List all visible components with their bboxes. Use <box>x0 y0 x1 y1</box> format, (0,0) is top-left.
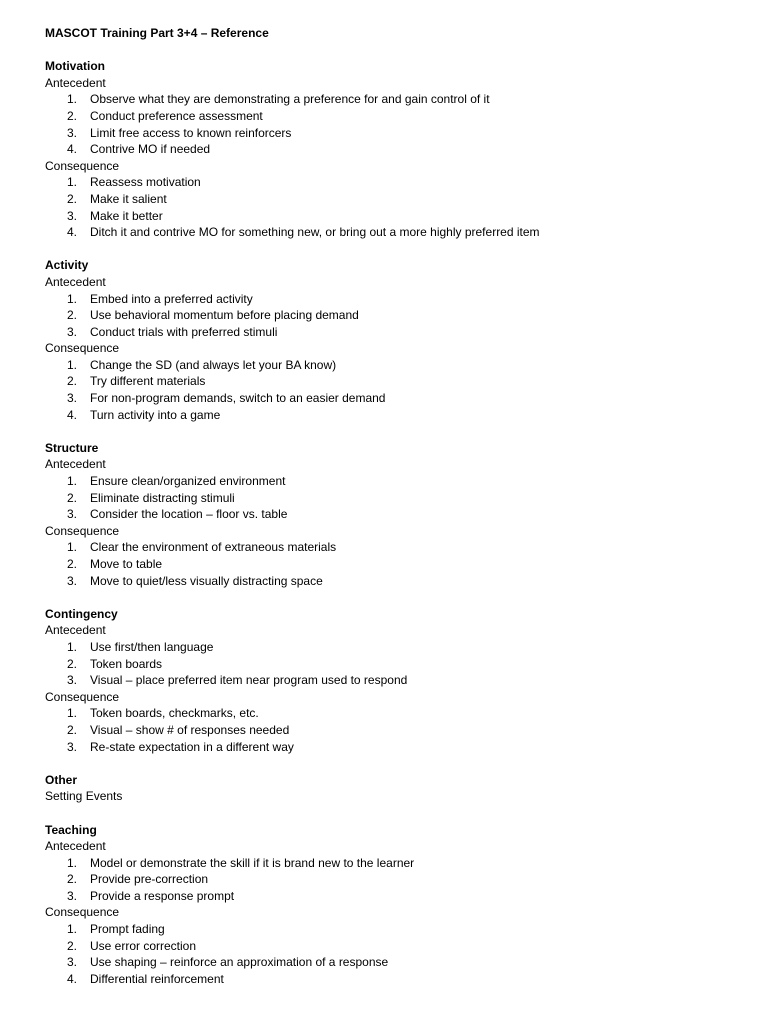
section-contingency <box>45 606 745 755</box>
list-number: 4. <box>67 142 78 157</box>
list-item <box>45 672 745 689</box>
section-activity <box>45 257 745 423</box>
list-item-text: Conduct preference assessment <box>90 108 263 123</box>
list-item-text: Move to quiet/less visually distracting space <box>90 573 323 588</box>
list-item <box>45 971 745 988</box>
list-number: 3. <box>67 573 78 588</box>
numbered-list <box>45 855 745 905</box>
group-label: Antecedent <box>45 274 106 289</box>
sections-container <box>45 58 745 987</box>
list-item-text: Observe what they are demonstrating a preference for and gain control of it <box>90 92 490 107</box>
list-item <box>45 373 745 390</box>
document-title: MASCOT Training Part 3+4 – Reference <box>45 26 269 40</box>
list-number: 1. <box>67 474 78 489</box>
list-item <box>45 174 745 191</box>
group-label: Antecedent <box>45 75 106 90</box>
list-item-text: Model or demonstrate the skill if it is brand new to the learner <box>90 855 415 870</box>
list-item <box>45 357 745 374</box>
group-label: Consequence <box>45 523 120 538</box>
group-label: Consequence <box>45 341 120 356</box>
section-other <box>45 772 745 805</box>
section-heading: Contingency <box>45 606 118 621</box>
list-item-text: Eliminate distracting stimuli <box>90 490 235 505</box>
list-item <box>45 291 745 308</box>
numbered-list <box>45 91 745 157</box>
numbered-list <box>45 705 745 755</box>
group-label: Antecedent <box>45 623 106 638</box>
list-item <box>45 224 745 241</box>
list-number: 2. <box>67 656 78 671</box>
list-number: 2. <box>67 374 78 389</box>
list-number: 3. <box>67 673 78 688</box>
list-number: 2. <box>67 938 78 953</box>
numbered-list <box>45 473 745 523</box>
numbered-list <box>45 291 745 341</box>
list-item <box>45 855 745 872</box>
list-item-text: Embed into a preferred activity <box>90 291 253 306</box>
list-number: 1. <box>67 540 78 555</box>
list-item <box>45 91 745 108</box>
list-item-text: Use behavioral momentum before placing demand <box>90 308 359 323</box>
numbered-list <box>45 921 745 987</box>
list-number: 1. <box>67 639 78 654</box>
numbered-list <box>45 357 745 423</box>
list-item-text: Use first/then language <box>90 639 214 654</box>
list-item <box>45 871 745 888</box>
list-item <box>45 656 745 673</box>
list-item <box>45 556 745 573</box>
list-item-text: Differential reinforcement <box>90 971 224 986</box>
list-item-text: Limit free access to known reinforcers <box>90 125 292 140</box>
list-item-text: Conduct trials with preferred stimuli <box>90 324 278 339</box>
list-number: 2. <box>67 191 78 206</box>
list-item <box>45 125 745 142</box>
list-item-text: Provide pre-correction <box>90 872 209 887</box>
list-number: 2. <box>67 872 78 887</box>
list-item <box>45 490 745 507</box>
list-number: 3. <box>67 391 78 406</box>
list-item-text: Make it better <box>90 208 163 223</box>
list-number: 3. <box>67 208 78 223</box>
list-number: 1. <box>67 92 78 107</box>
section-heading: Teaching <box>45 822 97 837</box>
list-number: 1. <box>67 175 78 190</box>
list-item <box>45 705 745 722</box>
numbered-list <box>45 539 745 589</box>
section-motivation <box>45 58 745 241</box>
list-item-text: Make it salient <box>90 191 167 206</box>
list-number: 4. <box>67 225 78 240</box>
list-item <box>45 141 745 158</box>
section-heading: Structure <box>45 440 99 455</box>
list-number: 1. <box>67 855 78 870</box>
list-item <box>45 639 745 656</box>
section-heading: Other <box>45 772 78 787</box>
list-number: 2. <box>67 722 78 737</box>
numbered-list <box>45 639 745 689</box>
list-number: 2. <box>67 557 78 571</box>
list-number: 2. <box>67 308 78 323</box>
list-number: 1. <box>67 706 78 721</box>
list-item <box>45 108 745 125</box>
list-item <box>45 539 745 556</box>
list-item <box>45 888 745 905</box>
list-item <box>45 390 745 407</box>
list-item <box>45 506 745 523</box>
list-item <box>45 921 745 938</box>
section-heading: Motivation <box>45 59 105 74</box>
group-label: Consequence <box>45 158 120 173</box>
list-item-text: Token boards, checkmarks, etc. <box>90 706 259 721</box>
list-item <box>45 954 745 971</box>
list-item-text: Provide a response prompt <box>90 888 235 903</box>
list-item-text: Change the SD (and always let your BA know) <box>90 357 337 372</box>
list-item-text: Ditch it and contrive MO for something new, or bring out a more highly preferred item <box>90 225 540 240</box>
list-item <box>45 407 745 424</box>
list-number: 1. <box>67 922 78 937</box>
list-item <box>45 324 745 341</box>
list-item-text: Token boards <box>90 656 163 671</box>
list-number: 3. <box>67 507 78 522</box>
list-item-text: Contrive MO if needed <box>90 142 211 157</box>
list-item-text: Clear the environment of extraneous materials <box>90 540 337 555</box>
list-number: 2. <box>67 108 78 123</box>
list-item <box>45 191 745 208</box>
list-number: 3. <box>67 324 78 339</box>
list-item <box>45 722 745 739</box>
list-item-text: Turn activity into a game <box>90 407 221 422</box>
document-page <box>45 25 745 1004</box>
list-item-text: Re-state expectation in a different way <box>90 739 294 754</box>
list-number: 4. <box>67 407 78 422</box>
list-item <box>45 938 745 955</box>
list-item <box>45 473 745 490</box>
list-item-text: Ensure clean/organized environment <box>90 474 286 489</box>
group-label: Antecedent <box>45 839 106 854</box>
list-item <box>45 739 745 756</box>
numbered-list <box>45 174 745 240</box>
list-number: 3. <box>67 888 78 903</box>
list-item-text: Try different materials <box>90 374 206 389</box>
group-label: Consequence <box>45 689 120 704</box>
list-item-text: For non-program demands, switch to an easier demand <box>90 391 386 406</box>
group-label: Consequence <box>45 905 120 920</box>
list-item-text: Use shaping – reinforce an approximation of a response <box>90 955 389 970</box>
list-item-text: Visual – show # of responses needed <box>90 722 290 737</box>
list-item <box>45 307 745 324</box>
list-item-text: Visual – place preferred item near program used to respond <box>90 673 408 688</box>
list-number: 2. <box>67 490 78 505</box>
section-teaching <box>45 822 745 988</box>
list-number: 3. <box>67 739 78 754</box>
list-number: 3. <box>67 955 78 970</box>
list-number: 1. <box>67 357 78 372</box>
list-item-text: Move to table <box>90 557 163 571</box>
list-number: 4. <box>67 971 78 986</box>
list-item <box>45 208 745 225</box>
group-label: Antecedent <box>45 457 106 472</box>
list-number: 1. <box>67 291 78 306</box>
section-heading: Activity <box>45 258 89 273</box>
list-number: 3. <box>67 125 78 140</box>
section-structure <box>45 440 745 589</box>
list-item-text: Consider the location – floor vs. table <box>90 507 288 522</box>
list-item-text: Reassess motivation <box>90 175 201 190</box>
list-item <box>45 573 745 590</box>
group-label: Setting Events <box>45 789 123 804</box>
list-item-text: Use error correction <box>90 938 197 953</box>
list-item-text: Prompt fading <box>90 922 165 937</box>
